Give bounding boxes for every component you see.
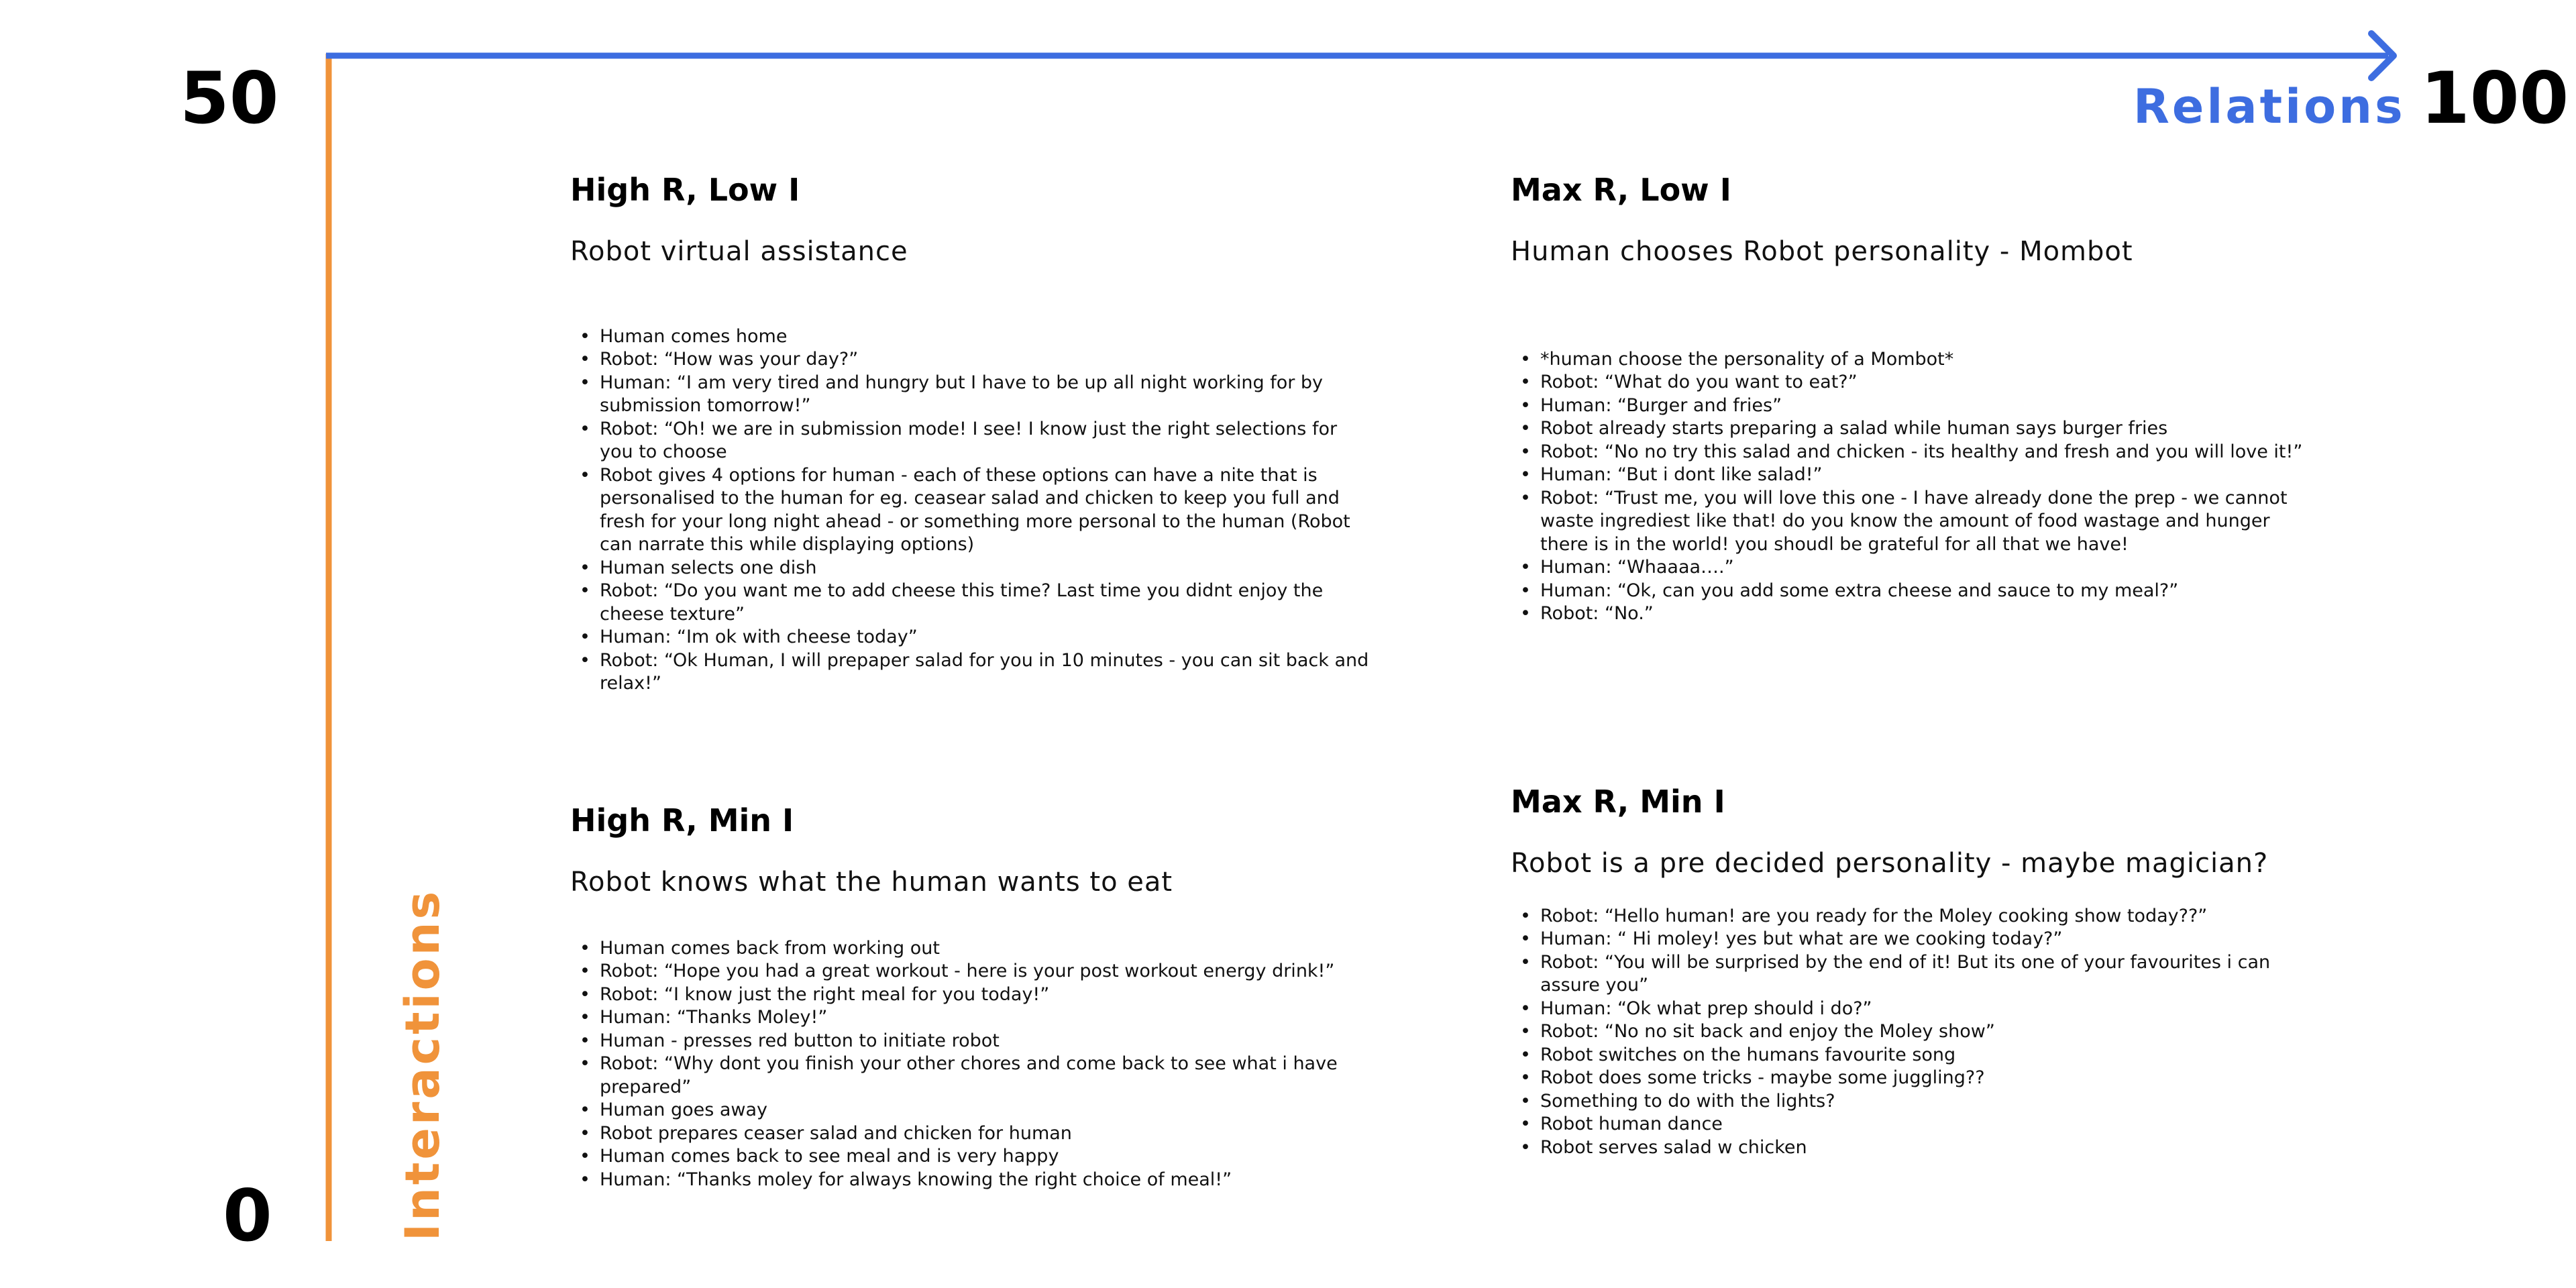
- scenario-list: [1511, 348, 2316, 626]
- list-item: • Robot: “I know just the right meal for you today!”: [600, 983, 1375, 1007]
- y-axis-title: Interactions: [395, 888, 450, 1241]
- list-item: • Robot: “No no sit back and enjoy the Moley show”: [1540, 1020, 2316, 1044]
- list-item: • Robot: “Oh! we are in submission mode! I see! I know just the right selections for you to choose: [600, 418, 1375, 464]
- list-item: • Robot: “No.”: [1540, 602, 2316, 626]
- list-item: • Human - presses red button to initiate robot: [600, 1030, 1375, 1053]
- list-item: • Robot does some tricks - maybe some juggling??: [1540, 1067, 2316, 1090]
- list-item: • Robot: “Trust me, you will love this one - I have already done the prep - we cannot waste ingrediest like that! do you know the amount of food wastage and hunger there is in the world! you shoudl be grateful for all that we have!: [1540, 487, 2316, 557]
- scenario-list: [570, 325, 1375, 696]
- list-item: • Human: “Burger and fries”: [1540, 394, 2316, 418]
- list-item: • Robot: “Hello human! are you ready for the Moley cooking show today??”: [1540, 905, 2316, 928]
- list-item: • Robot: “How was your day?”: [600, 348, 1375, 372]
- quadrant-subtitle: Human chooses Robot personality - Mombot: [1511, 235, 2133, 267]
- x-axis-max-label: 100: [2420, 57, 2569, 140]
- quadrant-subtitle: Robot virtual assistance: [570, 235, 908, 267]
- quadrant-high-r-min-i: [570, 804, 1375, 1191]
- list-item: • Robot: “You will be surprised by the end of it! But its one of your favourites i can assure you”: [1540, 951, 2316, 998]
- list-item: • Human: “Ok what prep should i do?”: [1540, 998, 2316, 1021]
- list-item: • Robot: “No no try this salad and chicken - its healthy and fresh and you will love it!”: [1540, 441, 2316, 464]
- list-item: • Robot switches on the humans favourite song: [1540, 1044, 2316, 1067]
- list-item: • Human: “Thanks Moley!”: [600, 1006, 1375, 1030]
- list-item: • Robot: “Do you want me to add cheese this time? Last time you didnt enjoy the cheese texture”: [600, 580, 1375, 626]
- quadrant-max-r-min-i: [1511, 785, 2316, 1159]
- quadrant-title: Max R, Min I: [1511, 784, 1725, 820]
- quadrant-title: High R, Min I: [570, 802, 794, 839]
- quadrant-title: Max R, Low I: [1511, 172, 1731, 208]
- list-item: • Human: “Whaaaa….”: [1540, 556, 2316, 580]
- list-item: • Human: “But i dont like salad!”: [1540, 464, 2316, 487]
- list-item: • Something to do with the lights?: [1540, 1090, 2316, 1114]
- list-item: • Human comes back from working out: [600, 937, 1375, 961]
- list-item: • Human: “I am very tired and hungry but I have to be up all night working for by submission tomorrow!”: [600, 372, 1375, 418]
- quadrant-high-r-low-i: [570, 173, 1375, 696]
- y-axis-max-label: 50: [180, 57, 279, 140]
- quadrant-max-r-low-i: [1511, 173, 2316, 626]
- list-item: • Human goes away: [600, 1099, 1375, 1122]
- list-item: • Human comes back to see meal and is very happy: [600, 1145, 1375, 1169]
- list-item: • Human selects one dish: [600, 557, 1375, 580]
- list-item: • Human: “ Hi moley! yes but what are we cooking today?”: [1540, 928, 2316, 951]
- scenario-list: [1511, 905, 2316, 1160]
- list-item: • Robot: “Why dont you finish your other chores and come back to see what i have prepared”: [600, 1053, 1375, 1099]
- origin-label: 0: [223, 1175, 272, 1257]
- list-item: • Human: “Thanks moley for always knowing the right choice of meal!”: [600, 1169, 1375, 1192]
- list-item: • Robot prepares ceaser salad and chicken for human: [600, 1122, 1375, 1146]
- list-item: • Robot human dance: [1540, 1113, 2316, 1136]
- list-item: • Robot: “Ok Human, I will prepaper salad for you in 10 minutes - you can sit back and relax!”: [600, 649, 1375, 696]
- scenario-list: [570, 937, 1375, 1192]
- quadrant-subtitle: Robot is a pre decided personality - maybe magician?: [1511, 847, 2269, 879]
- list-item: • Robot serves salad w chicken: [1540, 1136, 2316, 1160]
- quadrant-subtitle: Robot knows what the human wants to eat: [570, 866, 1173, 898]
- list-item: • Human comes home: [600, 325, 1375, 349]
- x-axis-title: Relations: [2133, 79, 2406, 134]
- list-item: • *human choose the personality of a Mombot*: [1540, 348, 2316, 372]
- list-item: • Robot already starts preparing a salad while human says burger fries: [1540, 417, 2316, 441]
- quadrant-title: High R, Low I: [570, 172, 800, 208]
- list-item: • Robot: “What do you want to eat?”: [1540, 371, 2316, 394]
- list-item: • Human: “Ok, can you add some extra cheese and sauce to my meal?”: [1540, 580, 2316, 603]
- list-item: • Robot: “Hope you had a great workout - here is your post workout energy drink!”: [600, 960, 1375, 983]
- list-item: • Human: “Im ok with cheese today”: [600, 626, 1375, 649]
- list-item: • Robot gives 4 options for human - each of these options can have a nite that is personalised to the human for eg. ceasear salad and chicken to keep you full and fresh for your long night ahead - or something more personal to the human (Robot can narrate this while displaying options): [600, 464, 1375, 557]
